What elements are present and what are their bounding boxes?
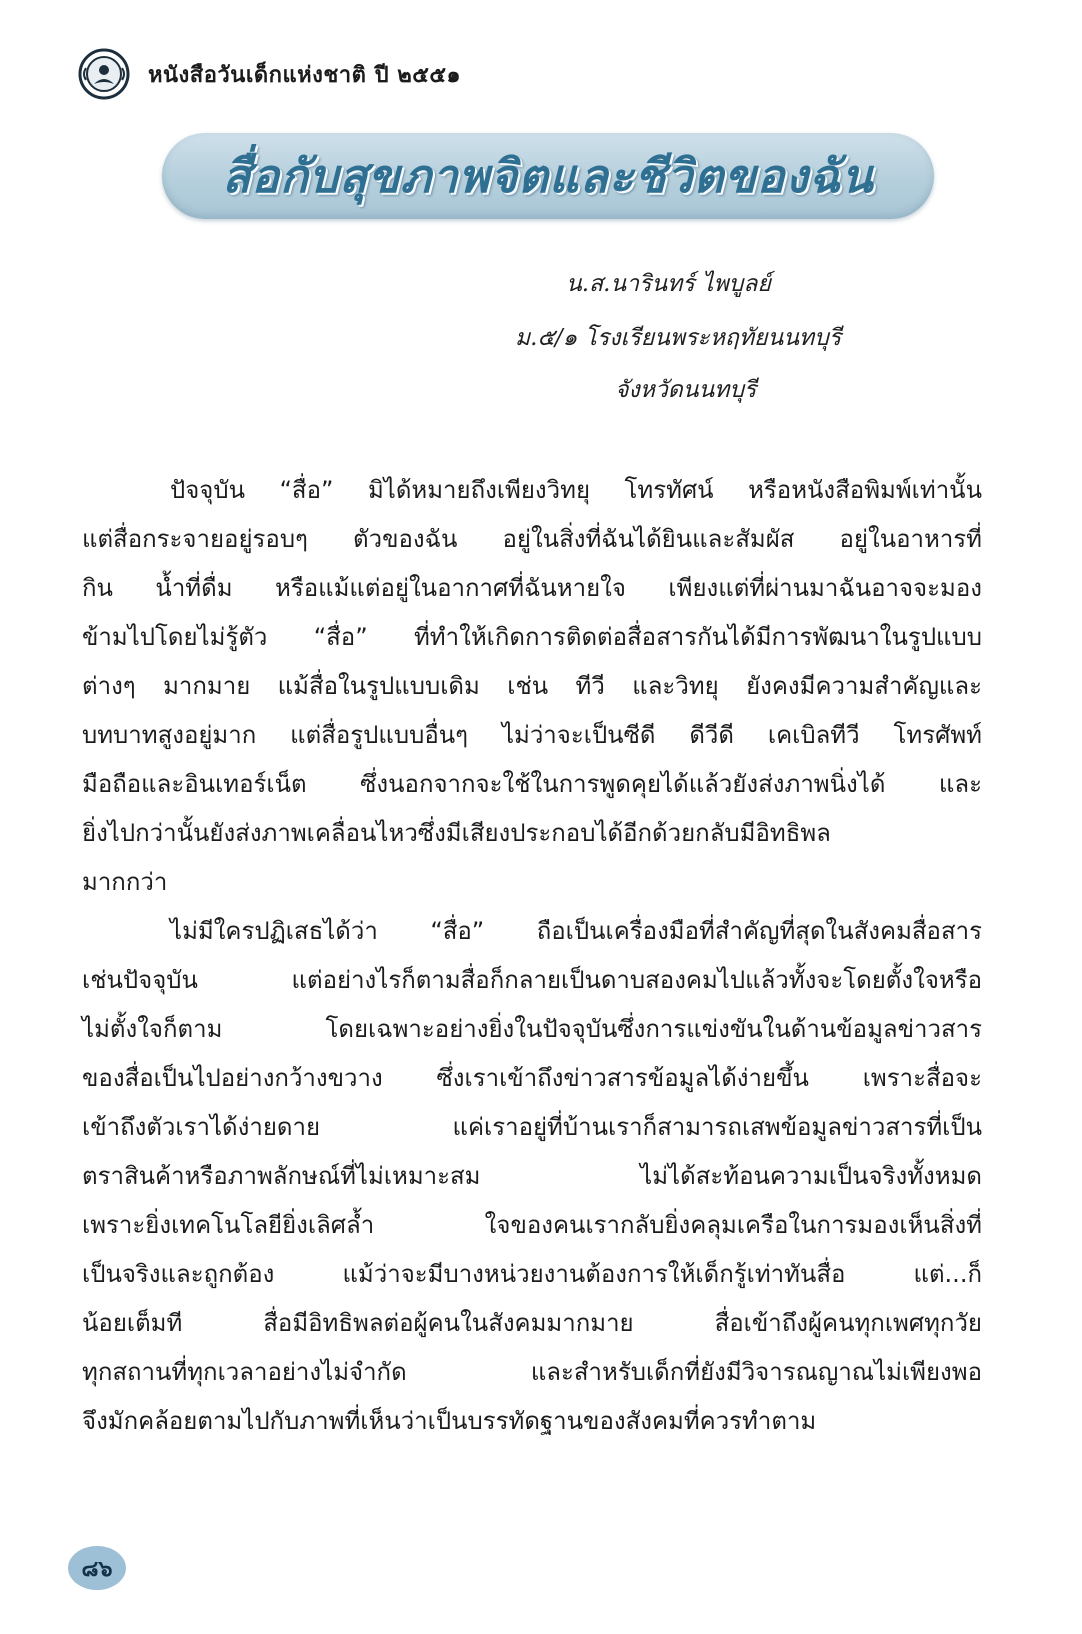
word: มิได้หมายถึงเพียงวิทยุ xyxy=(367,476,591,504)
word: บทบาทสูงอยู่มาก xyxy=(82,721,257,749)
author-name: น.ส.นารินทร์ ไพบูลย์ xyxy=(566,271,771,297)
word: เพราะสื่อจะ xyxy=(862,1064,982,1092)
word: ทุกสถานที่ทุกเวลาอย่างไม่จำกัด xyxy=(82,1358,407,1386)
word: ของสื่อเป็นไปอย่างกว้างขวาง xyxy=(82,1064,383,1092)
word: อยู่ในสิ่งที่ฉันได้ยินและสัมผัส xyxy=(502,525,795,553)
word: ซึ่งเราเข้าถึงข่าวสารข้อมูลได้ง่ายขึ้น xyxy=(436,1064,809,1092)
word: แต่สื่อรูปแบบอื่นๆ xyxy=(290,721,469,749)
word: แค่เราอยู่ที่บ้านเราก็สามารถเสพข้อมูลข่าวสารที่เป็น xyxy=(452,1113,982,1141)
word: แต่...ก็ xyxy=(913,1260,982,1288)
word: “สื่อ” xyxy=(430,917,485,945)
word: ยิ่งไปกว่านั้นยังส่งภาพเคลื่อนไหวซึ่งมีเสียงประกอบได้อีกด้วยกลับมีอิทธิพล xyxy=(82,819,831,847)
paragraph-line xyxy=(82,1348,982,1397)
paragraph-line xyxy=(82,1299,982,1348)
word: และ xyxy=(938,770,982,798)
word: น้ำที่ดื่ม xyxy=(155,574,233,602)
word: แต่สื่อกระจายอยู่รอบๆ xyxy=(82,525,308,553)
paragraph-line xyxy=(82,1152,982,1201)
word: โดยเฉพาะอย่างยิ่งในปัจจุบันซึ่งการแข่งขันในด้านข้อมูลข่าวสาร xyxy=(325,1015,982,1043)
word: ที่ทำให้เกิดการติดต่อสื่อสารกันได้มีการพัฒนาในรูปแบบ xyxy=(413,623,982,651)
article-title: สื่อกับสุขภาพจิตและชีวิตของฉัน xyxy=(222,148,874,203)
word: ยังคงมีความสำคัญและ xyxy=(746,672,982,700)
word: ปัจจุบัน xyxy=(170,476,245,504)
paragraph-line xyxy=(82,1201,982,1250)
word: หรือแม้แต่อยู่ในอากาศที่ฉันหายใจ xyxy=(275,574,626,602)
paragraph-line xyxy=(82,515,982,564)
word: ทีวี xyxy=(575,672,605,700)
paragraph-line xyxy=(82,711,982,760)
word: ซึ่งนอกจากจะใช้ในการพูดคุยได้แล้วยังส่งภาพนิ่งได้ xyxy=(360,770,886,798)
word: ไม่ได้สะท้อนความเป็นจริงทั้งหมด xyxy=(640,1162,982,1190)
word: มากมาย xyxy=(163,672,251,700)
word: “สื่อ” xyxy=(279,476,334,504)
word: เคเบิลทีวี xyxy=(767,721,860,749)
page-header xyxy=(78,44,461,104)
word: เป็นจริงและถูกต้อง xyxy=(82,1260,275,1288)
word: มือถือและอินเทอร์เน็ต xyxy=(82,770,307,798)
word: ไม่ตั้งใจก็ตาม xyxy=(82,1015,223,1043)
word: เช่นปัจจุบัน xyxy=(82,966,198,994)
word: ดีวีดี xyxy=(689,721,734,749)
paragraph-1 xyxy=(82,466,982,907)
word: ไม่ว่าจะเป็นซีดี xyxy=(501,721,656,749)
word: สื่อมีอิทธิพลต่อผู้คนในสังคมมากมาย xyxy=(263,1309,634,1337)
paragraph-line: จึงมักคล้อยตามไปกับภาพที่เห็นว่าเป็นบรรทัดฐานของสังคมที่ควรทำตาม xyxy=(82,1407,817,1435)
paragraph-2 xyxy=(82,907,982,1446)
paragraph-line xyxy=(82,466,982,515)
word: เช่น xyxy=(507,672,549,700)
word: แม้ว่าจะมีบางหน่วยงานต้องการให้เด็กรู้เท่าทันสื่อ xyxy=(342,1260,846,1288)
emblem-logo-icon xyxy=(78,48,130,100)
word: แม้สื่อในรูปแบบเดิม xyxy=(277,672,480,700)
word: ถือเป็นเครื่องมือที่สำคัญที่สุดในสังคมสื่อสาร xyxy=(536,917,982,945)
word: เพียงแต่ที่ผ่านมาฉันอาจจะมอง xyxy=(668,574,982,602)
word: เข้าถึงตัวเราได้ง่ายดาย xyxy=(82,1113,321,1141)
page-number: ๘๖ xyxy=(81,1556,113,1582)
paragraph-line xyxy=(82,564,982,613)
author-province: จังหวัดนนทบุรี xyxy=(615,377,757,403)
word: และวิทยุ xyxy=(632,672,719,700)
word: ตราสินค้าหรือภาพลักษณ์ที่ไม่เหมาะสม xyxy=(82,1162,481,1190)
word: สื่อเข้าถึงผู้คนทุกเพศทุกวัย xyxy=(714,1309,982,1337)
paragraph-line: มากกว่า xyxy=(82,868,168,896)
word: หรือหนังสือพิมพ์เท่านั้น xyxy=(748,476,982,504)
paragraph-line xyxy=(82,1005,982,1054)
title-banner xyxy=(162,133,934,219)
book-title: หนังสือวันเด็กแห่งชาติ ปี ๒๕๕๑ xyxy=(148,62,461,88)
word: ต่างๆ xyxy=(82,672,136,700)
paragraph-line xyxy=(82,956,982,1005)
word: ไม่มีใครปฏิเสธได้ว่า xyxy=(170,917,378,945)
word: แต่อย่างไรก็ตามสื่อก็กลายเป็นดาบสองคมไปแล้วทั้งจะโดยตั้งใจหรือ xyxy=(291,966,982,994)
word: ใจของคนเรากลับยิ่งคลุมเครือในการมองเห็นสิ่งที่ xyxy=(484,1211,982,1239)
paragraph-line xyxy=(82,613,982,662)
paragraph-line xyxy=(82,760,982,809)
word: โทรทัศน์ xyxy=(624,476,714,504)
word: “สื่อ” xyxy=(313,623,368,651)
paragraph-line xyxy=(82,907,982,956)
paragraph-line xyxy=(82,1054,982,1103)
author-class-school: ม.๕/๑ โรงเรียนพระหฤทัยนนทบุรี xyxy=(515,325,842,351)
paragraph-line xyxy=(82,662,982,711)
word: อยู่ในอาหารที่ xyxy=(839,525,982,553)
paragraph-line xyxy=(82,1103,982,1152)
page-number-badge xyxy=(68,1546,126,1590)
word: โทรศัพท์ xyxy=(893,721,982,749)
word: ตัวของฉัน xyxy=(353,525,458,553)
word: น้อยเต็มที xyxy=(82,1309,183,1337)
paragraph-line xyxy=(82,1250,982,1299)
word: เพราะยิ่งเทคโนโลยียิ่งเลิศล้ำ xyxy=(82,1211,375,1239)
paragraph-line xyxy=(82,809,982,858)
word: กิน xyxy=(82,574,113,602)
word: ข้ามไปโดยไม่รู้ตัว xyxy=(82,623,268,651)
word: และสำหรับเด็กที่ยังมีวิจารณญาณไม่เพียงพอ xyxy=(530,1358,982,1386)
